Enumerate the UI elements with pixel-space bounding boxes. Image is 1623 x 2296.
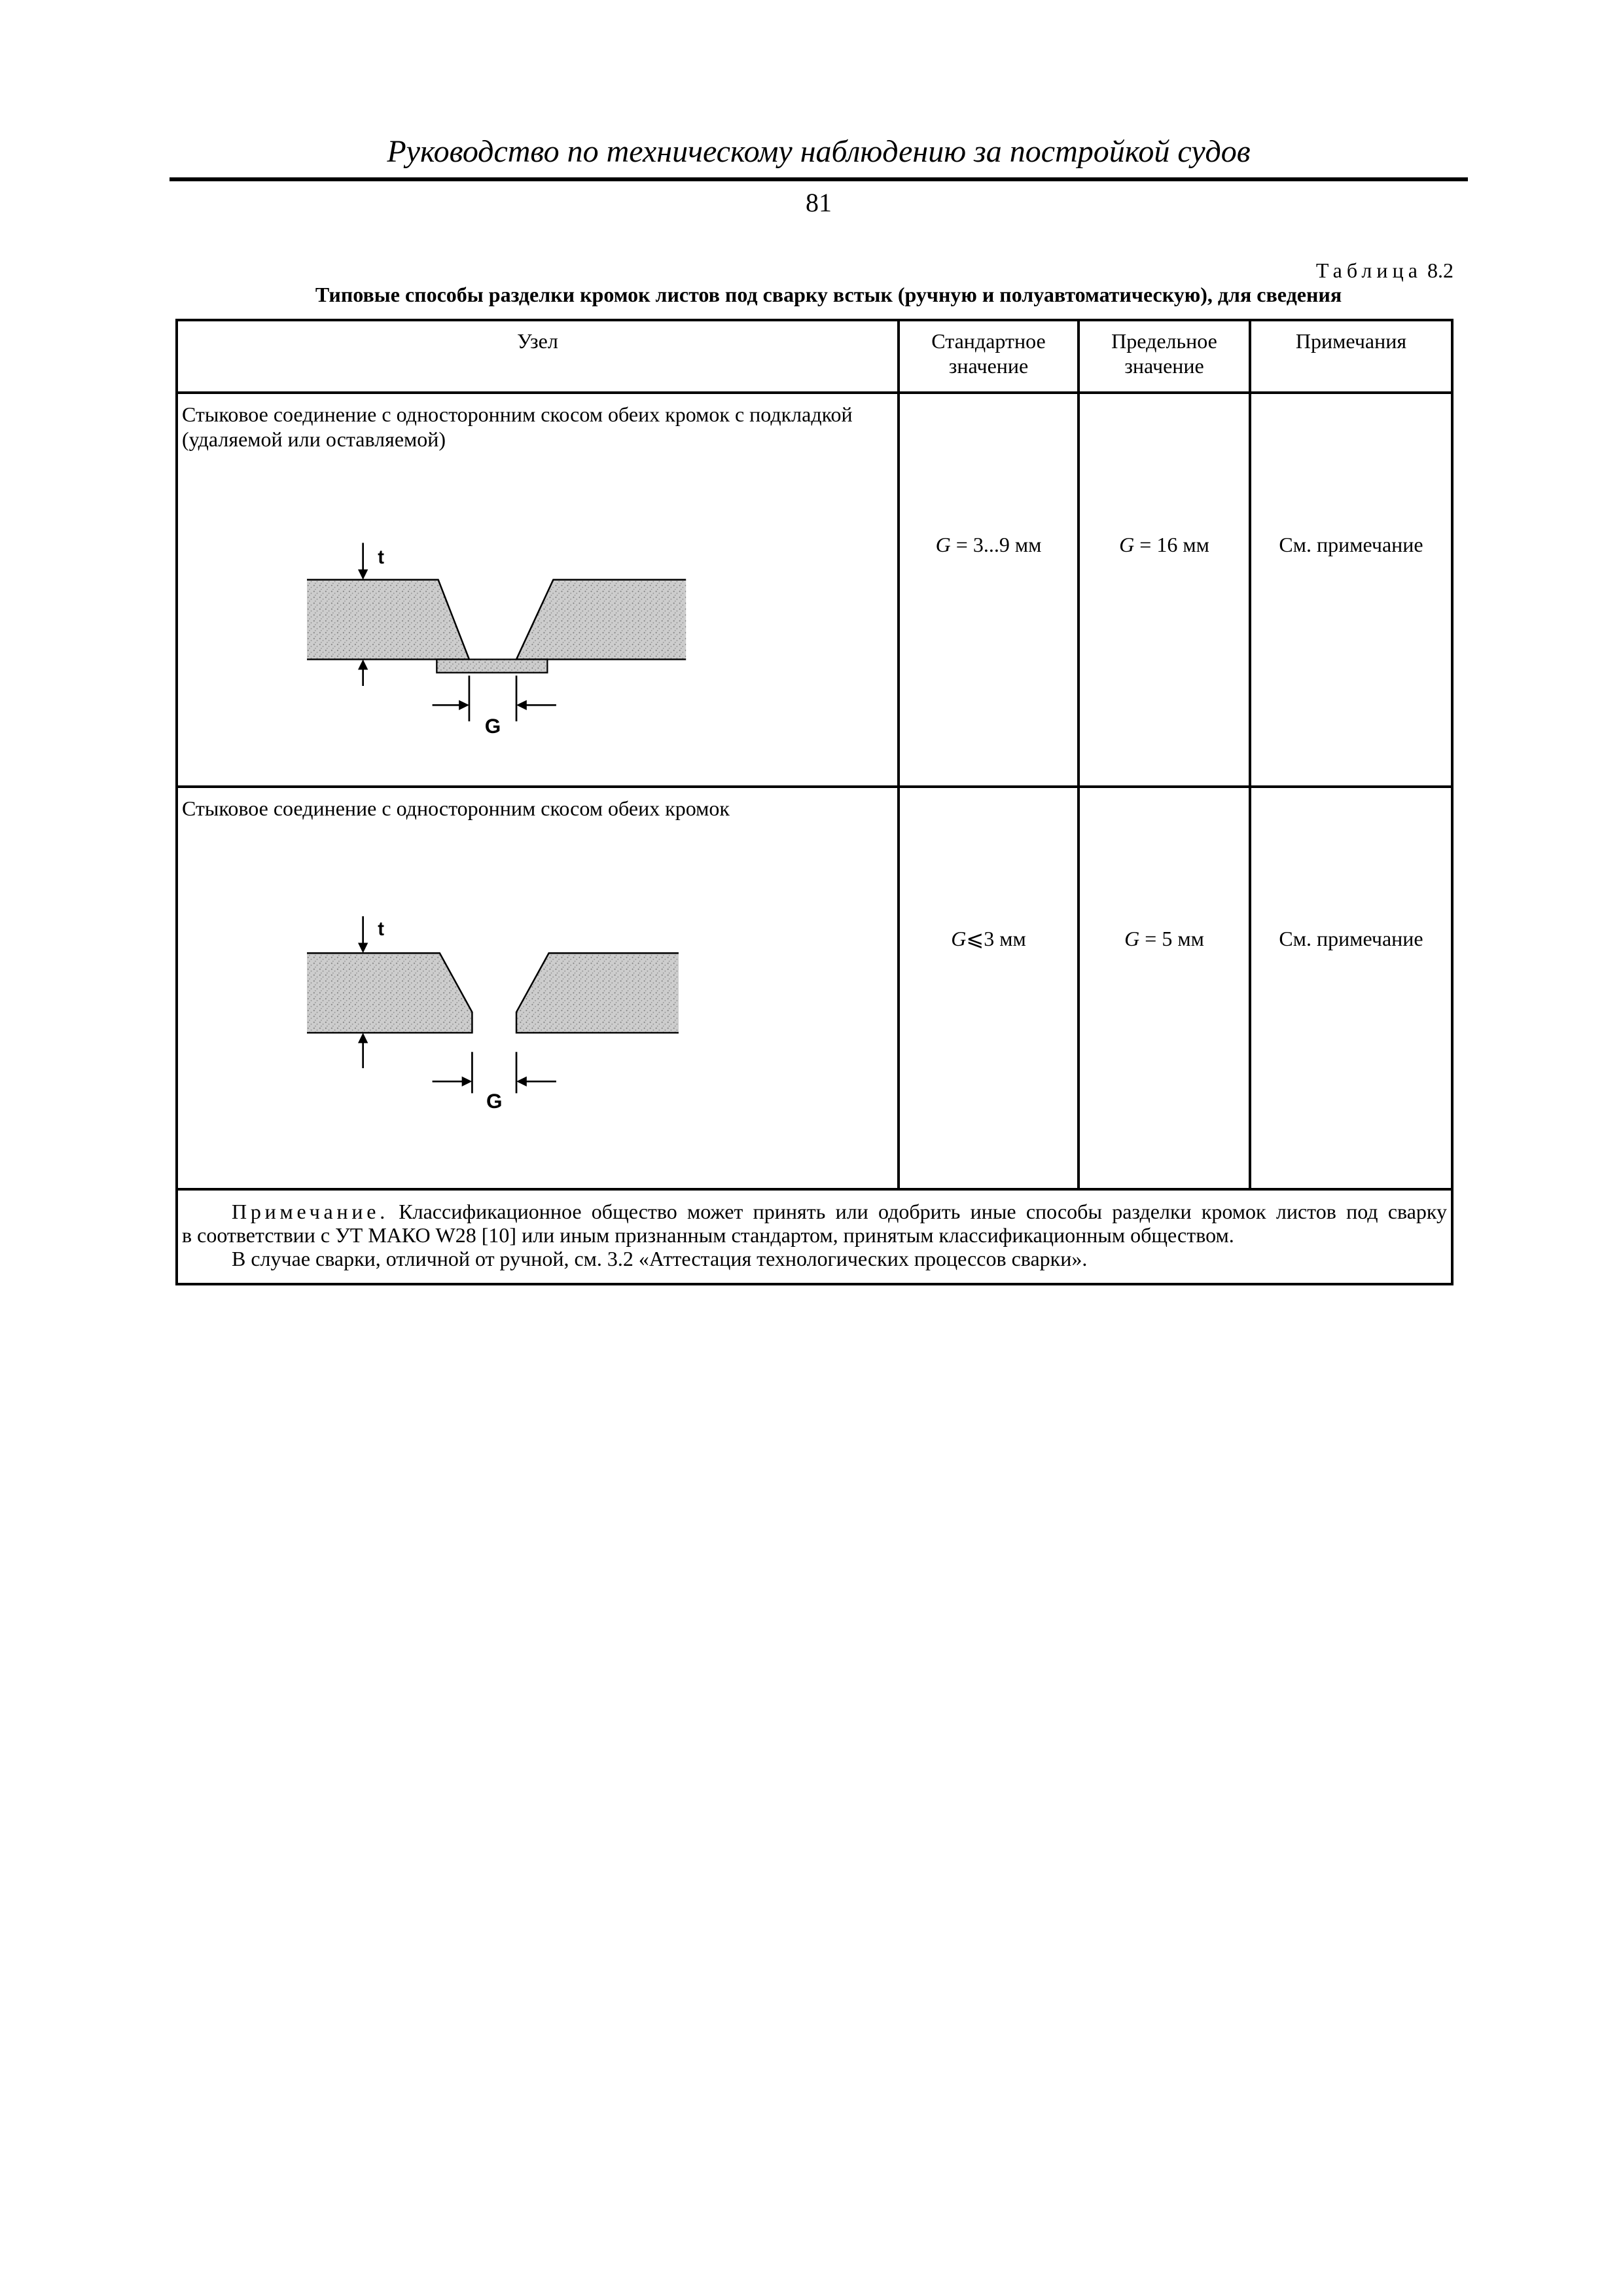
- plate-right: [516, 580, 686, 660]
- row-2-node-cell: [178, 788, 900, 1191]
- table-label: [1316, 258, 1454, 283]
- note-label: Примечание.: [232, 1200, 389, 1223]
- row-1-title: [178, 394, 897, 452]
- column-header-limit-line-1: Предельное: [1111, 329, 1217, 353]
- table-number: 8.2: [1427, 259, 1454, 282]
- table-label-word: Таблица: [1315, 259, 1422, 282]
- table-caption: Типовые способы разделки кромок листов под сварку встык (ручную и полуавтоматическую), для сведения: [315, 283, 1342, 306]
- backing-strip: [437, 659, 547, 672]
- gap-dimension: [433, 1052, 556, 1093]
- column-header-limit: [1080, 321, 1251, 394]
- gap-arrow-right: [516, 700, 527, 710]
- thickness-arrow-bottom: [358, 1033, 368, 1043]
- gap-arrow-left: [462, 1077, 473, 1086]
- welding-edge-table: [175, 319, 1454, 1285]
- row-1-title-line-2: (удаляемой или оставляемой): [182, 427, 446, 451]
- column-header-node-label: Узел: [517, 329, 558, 353]
- gap-arrow-left: [459, 700, 469, 710]
- thickness-label: t: [378, 546, 384, 568]
- gap-arrow-right: [516, 1077, 527, 1086]
- row-2-standard-symbol: G: [951, 927, 967, 950]
- row-2-title-line-1: Стыковое соединение с односторонним скосом обеих кромок: [182, 797, 730, 820]
- column-header-limit-line-2: значение: [1124, 354, 1204, 378]
- column-header-node: [178, 321, 900, 394]
- row-2-remarks: [1251, 788, 1451, 1191]
- plate-left: [307, 580, 469, 660]
- thickness-arrow-top: [358, 942, 368, 953]
- note-line-1: [182, 1200, 1447, 1223]
- table-note: [178, 1191, 1451, 1283]
- row-2-limit-value: [1080, 788, 1251, 1191]
- row-1-remarks: [1251, 394, 1451, 788]
- row-2-title: [178, 788, 897, 821]
- row-2-limit-text: = 5 мм: [1139, 927, 1204, 950]
- thickness-arrow-top: [358, 569, 368, 580]
- row-1-standard-symbol: G: [935, 533, 951, 556]
- note-line-1-text: Классификационное общество может принять или одобрить иные способы разделки кромок листов под сварку: [399, 1200, 1448, 1223]
- note-line-3: В случае сварки, отличной от ручной, см. 3.2 «Аттестация технологических процессов сварки».: [232, 1247, 1088, 1270]
- butt-joint-single-bevel-diagram: [295, 900, 708, 1114]
- row-2-remarks-text: См. примечание: [1279, 927, 1423, 950]
- row-2-standard-text: ⩽3 мм: [966, 927, 1026, 950]
- header-rule: [169, 177, 1468, 181]
- column-header-standard: [900, 321, 1080, 394]
- running-header-title: Руководство по техническому наблюдению за постройкой судов: [387, 134, 1251, 169]
- row-1-node-cell: [178, 394, 900, 788]
- row-1-remarks-text: См. примечание: [1279, 533, 1423, 556]
- row-1-limit-value: [1080, 394, 1251, 788]
- column-header-standard-line-2: значение: [948, 354, 1029, 378]
- plate-left: [307, 953, 472, 1033]
- gap-label: G: [486, 1088, 503, 1113]
- butt-joint-with-backing-diagram: [295, 524, 708, 738]
- row-2-standard-value: [900, 788, 1080, 1191]
- row-1-standard-value: [900, 394, 1080, 788]
- gap-label: G: [484, 714, 501, 738]
- column-header-remarks-label: Примечания: [1295, 329, 1407, 353]
- column-header-remarks: [1251, 321, 1451, 394]
- row-1-limit-symbol: G: [1119, 533, 1135, 556]
- thickness-arrow-bottom: [358, 659, 368, 670]
- note-line-2: в соответствии с УТ МАКО W28 [10] или иным признанным стандартом, принятым классификационным обществом.: [182, 1223, 1234, 1247]
- row-1-standard-text: = 3...9 мм: [950, 533, 1042, 556]
- thickness-label: t: [378, 918, 384, 941]
- row-1-limit-text: = 16 мм: [1134, 533, 1209, 556]
- row-1-title-line-1: Стыковое соединение с односторонним скосом обеих кромок с подкладкой: [182, 403, 853, 426]
- column-header-standard-line-1: Стандартное: [931, 329, 1046, 353]
- plate-right: [516, 953, 679, 1033]
- row-2-limit-symbol: G: [1124, 927, 1140, 950]
- page-number: 81: [806, 188, 832, 217]
